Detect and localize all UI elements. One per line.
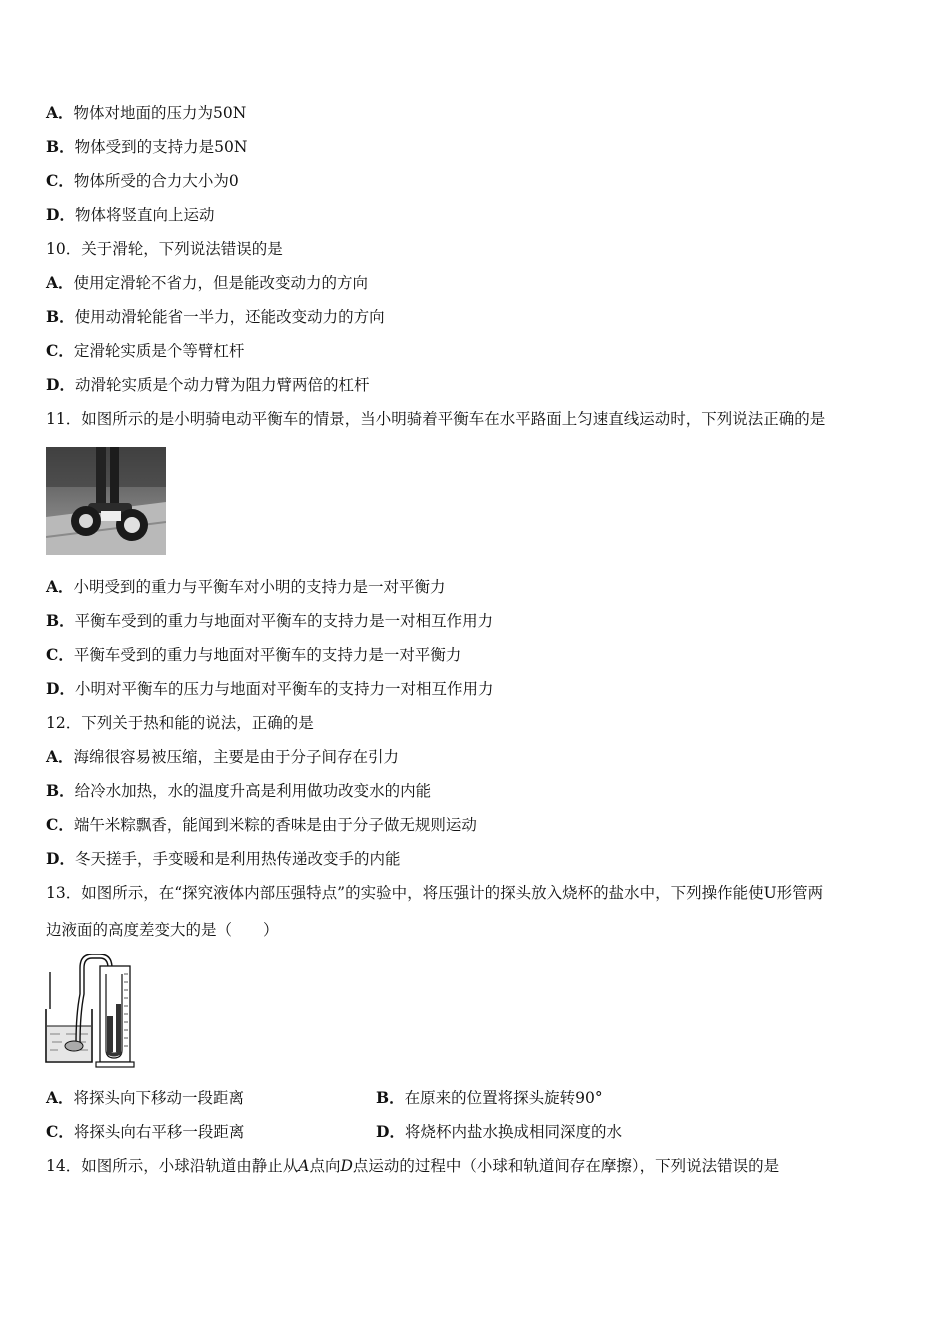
q11-option-a: A．小明受到的重力与平衡车对小明的支持力是一对平衡力 bbox=[46, 577, 446, 596]
q14-stem: 14．如图所示，小球沿轨道由静止从A点向D点运动的过程中（小球和轨道间存在摩擦），下列说法错误的是 bbox=[46, 1157, 780, 1175]
q11-option-c: C．平衡车受到的重力与地面对平衡车的支持力是一对平衡力 bbox=[46, 645, 462, 664]
q12-stem: 12．下列关于热和能的说法，正确的是 bbox=[46, 714, 314, 732]
q13-option-a: A．将探头向下移动一段距离 bbox=[46, 1088, 245, 1107]
point-d-label: D bbox=[340, 1157, 353, 1175]
q12-option-b: B．给冷水加热，水的温度升高是利用做功改变水的内能 bbox=[46, 781, 432, 800]
q13-option-b: B．在原来的位置将探头旋转90° bbox=[376, 1088, 603, 1107]
q9-option-d: D．物体将竖直向上运动 bbox=[46, 205, 215, 224]
balance-scooter-photo bbox=[46, 447, 166, 555]
q13-stem-line2: 边液面的高度差变大的是（ ） bbox=[46, 921, 279, 939]
q9-option-c: C．物体所受的合力大小为0 bbox=[46, 171, 239, 190]
q9-option-a: A．物体对地面的压力为50N bbox=[46, 103, 247, 122]
q13-stem-line1: 13．如图所示，在“探究液体内部压强特点”的实验中，将压强计的探头放入烧杯的盐水中，下列操作能使U形管两 bbox=[46, 884, 824, 902]
q13-option-c: C．将探头向右平移一段距离 bbox=[46, 1122, 245, 1141]
q10-option-a: A．使用定滑轮不省力，但是能改变动力的方向 bbox=[46, 273, 369, 292]
q11-option-d: D．小明对平衡车的压力与地面对平衡车的支持力一对相互作用力 bbox=[46, 679, 494, 698]
q13-option-d: D．将烧杯内盐水换成相同深度的水 bbox=[376, 1122, 622, 1141]
q12-option-a: A．海绵很容易被压缩，主要是由于分子间存在引力 bbox=[46, 747, 400, 766]
q11-option-b: B．平衡车受到的重力与地面对平衡车的支持力是一对相互作用力 bbox=[46, 611, 494, 630]
q10-option-b: B．使用动滑轮能省一半力，还能改变动力的方向 bbox=[46, 307, 385, 326]
q10-option-c: C．定滑轮实质是个等臂杠杆 bbox=[46, 341, 245, 360]
q10-stem: 10．关于滑轮，下列说法错误的是 bbox=[46, 240, 283, 258]
q12-option-d: D．冬天搓手，手变暖和是利用热传递改变手的内能 bbox=[46, 849, 401, 868]
q11-stem: 11．如图所示的是小明骑电动平衡车的情景，当小明骑着平衡车在水平路面上匀速直线运动时，下列说法正确的是 bbox=[46, 410, 826, 428]
point-a-label: A bbox=[298, 1157, 310, 1175]
q10-option-d: D．动滑轮实质是个动力臂为阻力臂两倍的杠杆 bbox=[46, 375, 370, 394]
q12-option-c: C．端午米粽飘香，能闻到米粽的香味是由于分子做无规则运动 bbox=[46, 815, 477, 834]
pressure-gauge-diagram bbox=[40, 954, 140, 1070]
q9-option-b: B．物体受到的支持力是50N bbox=[46, 137, 248, 156]
